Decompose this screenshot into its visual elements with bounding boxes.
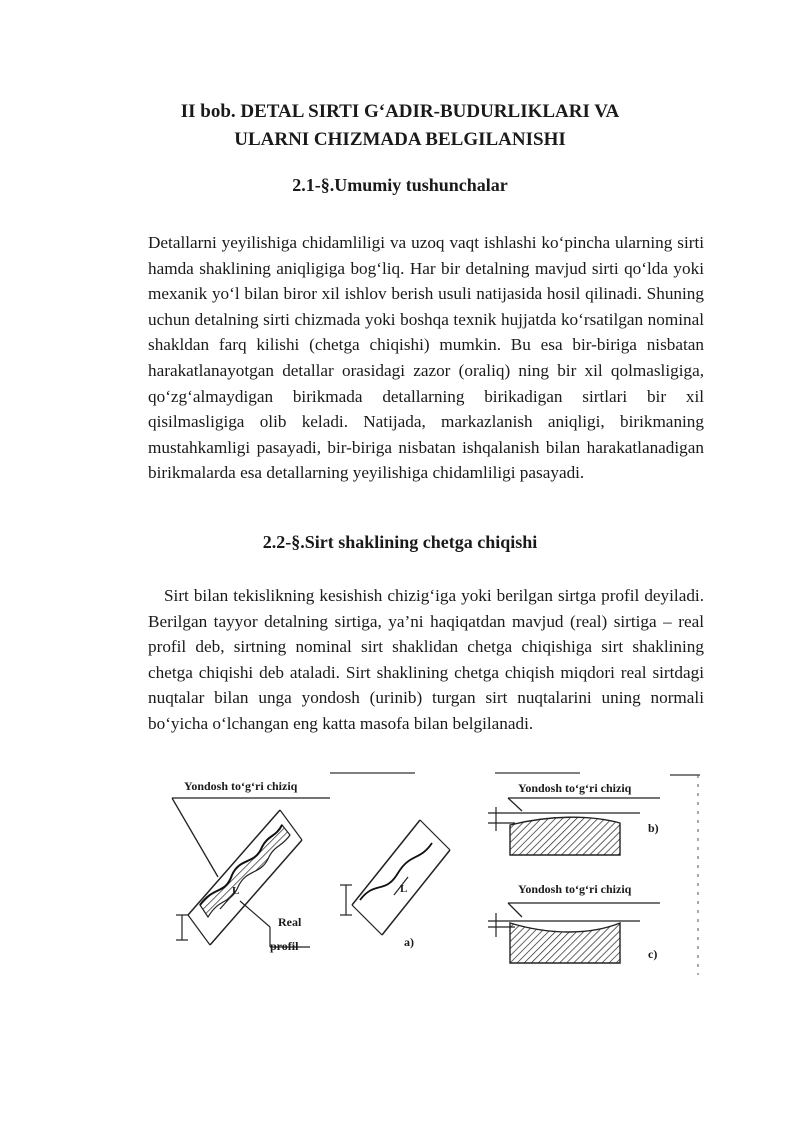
section-heading-2-1: 2.1-§.Umumiy tushunchalar (292, 175, 508, 195)
label-b: b) (648, 821, 659, 835)
label-L2: L (400, 883, 408, 895)
profile-curve-a (360, 843, 432, 900)
band-a-line-1 (352, 820, 420, 905)
chapter-title-line-1: II bob. DETAL SIRTI G‘ADIR-BUDURLIKLARI VA (180, 101, 620, 122)
leader-real-profile (240, 901, 270, 927)
label-adjacent-line-left: Yondosh to‘g‘ri chiziq (184, 779, 298, 793)
section-heading-2-2: 2.2-§.Sirt shaklining chetga chiqishi (262, 532, 538, 552)
label-real: Real (278, 915, 302, 929)
real-profile-hatch (200, 825, 290, 917)
label-c: c) (648, 947, 658, 961)
section-2-2-paragraph: Sirt bilan tekislikning kesishish chizig‘iga yoki berilgan sirtga profil deyiladi. Berilgan tayyor detalning sirtiga, ya’ni haqiqatdan mavjud (real) sirtiga – real profil deb, sirtning nominal sirt shaklidan chetga chiqishiga sirt shaklining chetga chiqishi deb ataladi. Sirt shaklining chetga chiqish miqdori real sirtdagi nuqtalar bilan unga yondosh (urinib) turgan sirt nuqtalarini uning normali bo‘yicha o‘lchangan eng katta masofa bilan belgilanadi. (148, 586, 704, 733)
section-2-1-paragraph: Detallarni yeyilishiga chidamliligi va uzoq vaqt ishlashi ko‘pincha ularning sirti hamda shaklining aniqligiga bog‘liq. Har bir detalning mavjud sirti qo‘lda yoki mexanik yo‘l bilan biror xil ishlov berish usuli natijasida hosil qilinadi. Shuning uchun detalning sirti chizmada yoki boshqa texnik hujjatda ko‘rsatilgan nominal shakldan farq kilishi (chetga chiqishi) mumkin. Bu esa bir-biriga nisbatan harakatlanayotgan detallar orasidagi zazor (oraliq) ning bir xil qolmasligiga, qo‘zg‘almaydigan birikmada detallarning birikadigan sirtlari bir xil qisilmasligiga olib keladi. Natijada, markazlanish aniqligi, birikmaning mustahkamligi pasayadi, bir-biriga nisbatan ishqalanish bilan harakatlanadigan birikmalarda esa detallarning yeyilishiga chidamliligi pasayadi. (148, 233, 704, 483)
part-b-hatched (510, 817, 620, 855)
chapter-title (140, 98, 660, 154)
chapter-title-line-2: ULARNI CHIZMADA BELGILANISHI (234, 129, 566, 150)
label-adjacent-line-c: Yondosh to‘g‘ri chiziq (518, 882, 632, 896)
leader-diagonal-left (172, 798, 218, 877)
label-L1: L (232, 885, 240, 897)
band-a-line-2 (382, 850, 450, 935)
label-profil: profil (270, 939, 299, 953)
label-a: a) (404, 935, 414, 949)
surface-deviation-figure (170, 765, 710, 980)
real-profile-curve (200, 825, 282, 905)
part-c-hatched (510, 923, 620, 963)
label-adjacent-line-b: Yondosh to‘g‘ri chiziq (518, 781, 632, 795)
figure-drawing (170, 765, 710, 980)
